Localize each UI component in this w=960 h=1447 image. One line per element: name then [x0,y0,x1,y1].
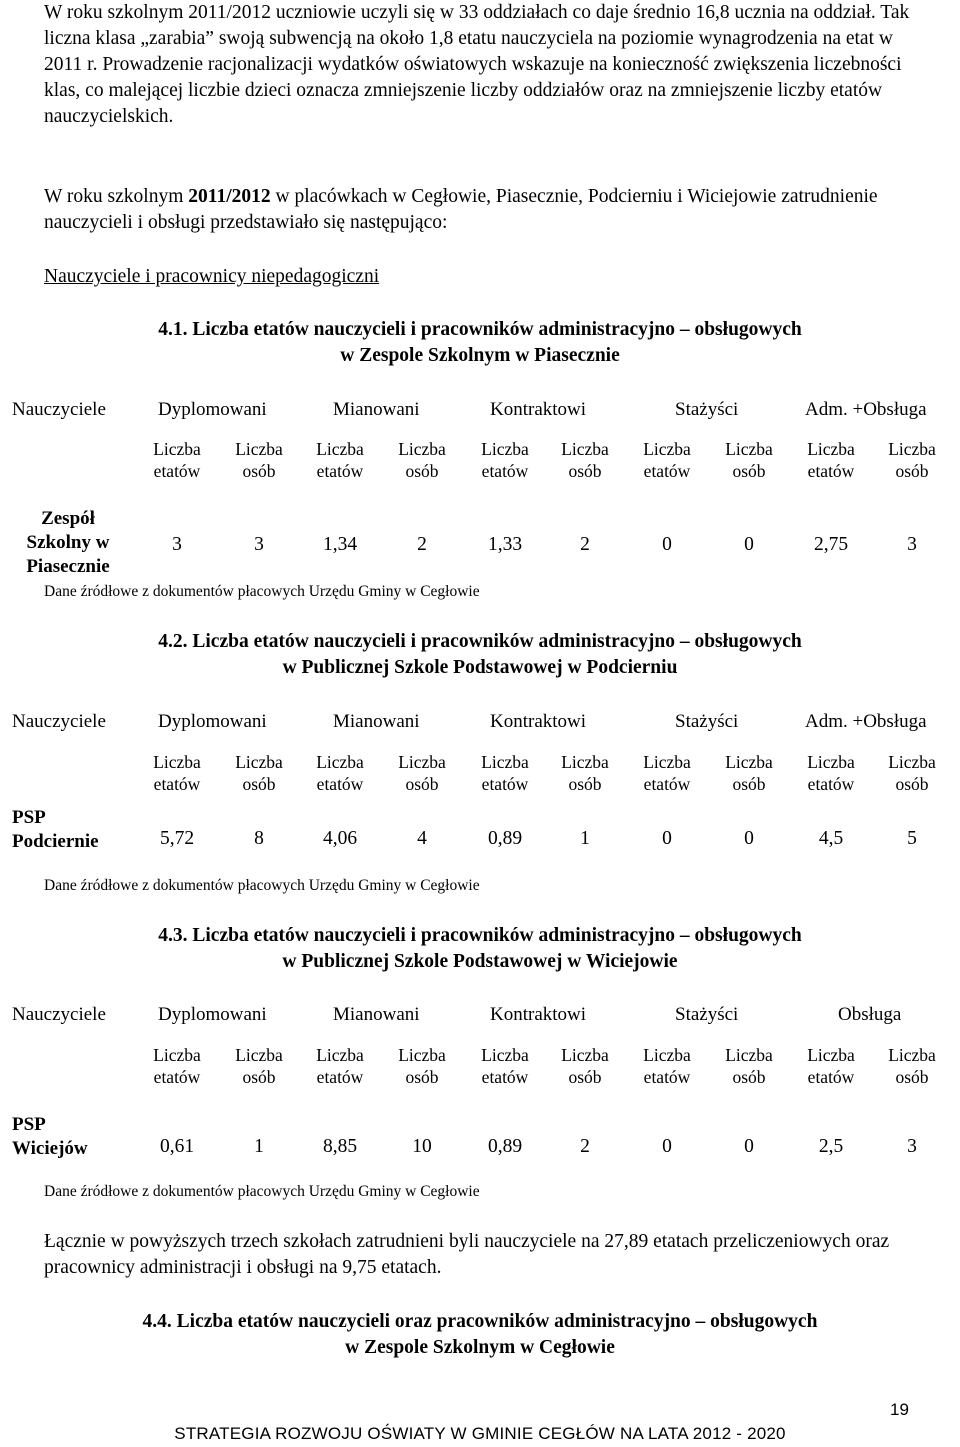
subheader-cell [229,438,289,482]
section-title: Nauczyciele i pracownicy niepedagogiczni [44,266,380,287]
data-cell: 4,06 [322,828,358,849]
subheader-liczba: Liczba [643,1045,691,1065]
col-header-kontraktowi: Kontraktowi [490,711,587,732]
subheader-cell [392,1044,452,1088]
row-label-line: Piasecznie [26,556,110,577]
subheader-liczba: Liczba [807,439,855,459]
subheader-cell [147,751,207,795]
subheader-etatow: etatów [316,461,364,481]
col-header-kontraktowi: Kontraktowi [490,399,587,420]
data-cell: 3 [172,534,182,555]
subheader-cell [310,1044,370,1088]
table2-source: Dane źródłowe z dokumentów płacowych Urzędu Gminy w Cegłowie [44,877,480,894]
data-cell: 0 [662,1136,672,1157]
data-cell: 0 [662,534,672,555]
subheader-etatow: etatów [316,1067,364,1087]
data-cell: 1 [580,828,590,849]
subheader-liczba: Liczba [235,439,283,459]
subheader-cell [637,1044,697,1088]
subheader-cell [310,438,370,482]
subheader-etatow: etatów [153,1067,201,1087]
subheader-cell [637,438,697,482]
table2-heading-line1: 4.2. Liczba etatów nauczycieli i pracowników administracyjno – obsługowych [158,631,802,652]
subheader-cell [637,751,697,795]
col-header-adm-obsluga: Adm. +Obsługa [805,711,927,732]
subheader-osob: osób [732,1067,766,1087]
staffing-intro-end: w placówkach w Cegłowie, Piasecznie, Podcierniu i Wiciejowie zatrudnienie nauczycieli i obsługi przedstawiało się następująco: [44,186,878,233]
data-cell: 2,5 [818,1136,844,1157]
subheader-liczba: Liczba [316,439,364,459]
row-label [12,1113,88,1161]
subheader-cell [229,751,289,795]
subheader-liczba: Liczba [888,752,936,772]
data-cell: 2 [580,1136,590,1157]
subheader-liczba: Liczba [807,752,855,772]
row-label-line: Wiciejów [12,1138,88,1159]
data-cell: 3 [907,534,917,555]
page-number: 19 [890,1400,909,1419]
data-cell: 1,33 [487,534,523,555]
subheader-cell [801,438,861,482]
col-header-stazysci: Stażyści [675,399,739,420]
col-header-nauczyciele: Nauczyciele [12,399,106,420]
data-cell: 5 [907,828,917,849]
table3-heading-line1: 4.3. Liczba etatów nauczycieli i pracowników administracyjno – obsługowych [158,925,802,946]
subheader-etatow: etatów [481,774,529,794]
subheader-liczba: Liczba [398,439,446,459]
col-header-dyplomowani: Dyplomowani [158,711,267,732]
table1-header-row [12,396,952,424]
staffing-intro-paragraph [44,184,924,236]
subheader-osob: osób [732,774,766,794]
subheader-cell [475,1044,535,1088]
subheader-osob: osób [895,1067,929,1087]
data-cell: 2 [417,534,427,555]
subheader-etatow: etatów [643,461,691,481]
table1-heading-line2: w Zespole Szkolnym w Piasecznie [340,345,620,366]
subheader-liczba: Liczba [153,1045,201,1065]
subheader-osob: osób [895,774,929,794]
subheader-liczba: Liczba [481,1045,529,1065]
data-cell: 2 [580,534,590,555]
subheader-cell [555,751,615,795]
subheader-liczba: Liczba [725,439,773,459]
subheader-osob: osób [405,774,439,794]
subheader-liczba: Liczba [725,752,773,772]
col-header-nauczyciele: Nauczyciele [12,1004,106,1025]
subheader-liczba: Liczba [561,439,609,459]
data-cell: 0 [744,534,754,555]
subheader-cell [229,1044,289,1088]
subheader-cell [801,751,861,795]
col-header-stazysci: Stażyści [675,711,739,732]
col-header-dyplomowani: Dyplomowani [158,1004,267,1025]
data-cell: 0,89 [487,1136,523,1157]
subheader-cell [147,438,207,482]
subheader-cell [882,438,942,482]
data-cell: 8,85 [322,1136,358,1157]
data-cell: 0 [744,1136,754,1157]
col-header-obsluga: Obsługa [838,1004,902,1025]
subheader-cell [882,751,942,795]
subheader-cell [147,1044,207,1088]
subheader-etatow: etatów [481,461,529,481]
data-cell: 0,89 [487,828,523,849]
data-cell: 0,61 [159,1136,195,1157]
subheader-osob: osób [568,774,602,794]
table2-heading-line2: w Publicznej Szkole Podstawowej w Podcierniu [282,657,678,678]
subheader-osob: osób [242,461,276,481]
data-cell: 1,34 [322,534,358,555]
subheader-cell [555,1044,615,1088]
subheader-cell [392,751,452,795]
subheader-liczba: Liczba [398,752,446,772]
subheader-osob: osób [568,461,602,481]
table1-heading-line1: 4.1. Liczba etatów nauczycieli i pracowników administracyjno – obsługowych [158,319,802,340]
subheader-cell [719,438,779,482]
subheader-liczba: Liczba [481,439,529,459]
subheader-osob: osób [732,461,766,481]
subheader-osob: osób [895,461,929,481]
subheader-liczba: Liczba [316,752,364,772]
subheader-osob: osób [405,461,439,481]
subheader-etatow: etatów [643,774,691,794]
subheader-liczba: Liczba [643,752,691,772]
table3-header-row [12,1001,952,1029]
data-cell: 1 [254,1136,264,1157]
table3-source: Dane źródłowe z dokumentów płacowych Urzędu Gminy w Cegłowie [44,1183,480,1200]
col-header-mianowani: Mianowani [333,399,420,420]
subheader-liczba: Liczba [561,752,609,772]
data-cell: 10 [412,1136,432,1157]
table4-heading-line1: 4.4. Liczba etatów nauczycieli oraz pracowników administracyjno – obsługowych [142,1311,818,1332]
row-label-line: PSP [12,1114,46,1135]
subheader-liczba: Liczba [888,439,936,459]
subheader-liczba: Liczba [481,752,529,772]
intro-paragraph: W roku szkolnym 2011/2012 uczniowie uczyli się w 33 oddziałach co daje średnio 16,8 uczniа na oddział. Tak liczna klasa „zarabia” swoją subwencją na około 1,8 etatu nauczyciela na poziomie wynagrodzenia na etat w 2011 r. Prowadzenie racjonalizacji wydatków oświatowych wskazuje na konieczność zwiększenia liczebności klas, co malejącej liczbie dzieci oznacza zmniejszenie liczby oddziałów oraz na zmniejszenie liczby etatów nauczycielskich. [44,2,910,127]
subheader-etatow: etatów [153,461,201,481]
data-cell: 3 [254,534,264,555]
summary-paragraph: Łącznie w powyższych trzech szkołach zatrudnieni byli nauczyciele na 27,89 etatach przeliczeniowych oraz pracownicy administracji i obsługi na 9,75 etatach. [44,1231,890,1278]
subheader-liczba: Liczba [153,752,201,772]
subheader-liczba: Liczba [153,439,201,459]
subheader-etatow: etatów [481,1067,529,1087]
row-label-line: Zespół [41,508,95,529]
data-cell: 8 [254,828,264,849]
table4-heading-line2: w Zespole Szkolnym w Cegłowie [345,1337,615,1358]
col-header-adm-obsluga: Adm. +Obsługa [805,399,927,420]
subheader-etatow: etatów [807,461,855,481]
table1-source: Dane źródłowe z dokumentów płacowych Urzędu Gminy w Cegłowie [44,583,480,600]
data-cell: 5,72 [159,828,195,849]
subheader-etatow: etatów [643,1067,691,1087]
subheader-cell [392,438,452,482]
subheader-liczba: Liczba [235,1045,283,1065]
subheader-cell [475,751,535,795]
subheader-cell [475,438,535,482]
staffing-intro-start: W roku szkolnym [44,186,189,207]
col-header-kontraktowi: Kontraktowi [490,1004,587,1025]
col-header-nauczyciele: Nauczyciele [12,711,106,732]
subheader-osob: osób [405,1067,439,1087]
col-header-mianowani: Mianowani [333,711,420,732]
data-cell: 3 [907,1136,917,1157]
subheader-osob: osób [242,774,276,794]
row-label [12,507,124,579]
subheader-liczba: Liczba [316,1045,364,1065]
subheader-liczba: Liczba [235,752,283,772]
col-header-mianowani: Mianowani [333,1004,420,1025]
subheader-cell [719,751,779,795]
subheader-cell [801,1044,861,1088]
subheader-etatow: etatów [807,774,855,794]
subheader-liczba: Liczba [398,1045,446,1065]
subheader-osob: osób [242,1067,276,1087]
subheader-etatow: etatów [316,774,364,794]
subheader-cell [882,1044,942,1088]
subheader-liczba: Liczba [888,1045,936,1065]
subheader-liczba: Liczba [807,1045,855,1065]
row-label-line: Podciernie [12,831,99,852]
data-cell: 4,5 [818,828,844,849]
data-cell: 4 [417,828,427,849]
col-header-dyplomowani: Dyplomowani [158,399,267,420]
subheader-etatow: etatów [153,774,201,794]
school-year: 2011/2012 [188,186,271,207]
data-cell: 2,75 [813,534,849,555]
row-label-line: PSP [12,807,46,828]
subheader-cell [555,438,615,482]
subheader-cell [310,751,370,795]
subheader-etatow: etatów [807,1067,855,1087]
subheader-osob: osób [568,1067,602,1087]
table2-header-row [12,708,952,736]
data-cell: 0 [662,828,672,849]
subheader-liczba: Liczba [643,439,691,459]
page-footer: STRATEGIA ROZWOJU OŚWIATY W GMINIE CEGŁÓW NA LATA 2012 - 2020 [174,1424,786,1443]
table3-heading-line2: w Publicznej Szkole Podstawowej w Wiciejowie [282,951,678,972]
row-label-line: Szkolny w [26,532,110,553]
subheader-liczba: Liczba [725,1045,773,1065]
col-header-stazysci: Stażyści [675,1004,739,1025]
row-label [12,806,99,854]
data-cell: 0 [744,828,754,849]
subheader-liczba: Liczba [561,1045,609,1065]
subheader-cell [719,1044,779,1088]
